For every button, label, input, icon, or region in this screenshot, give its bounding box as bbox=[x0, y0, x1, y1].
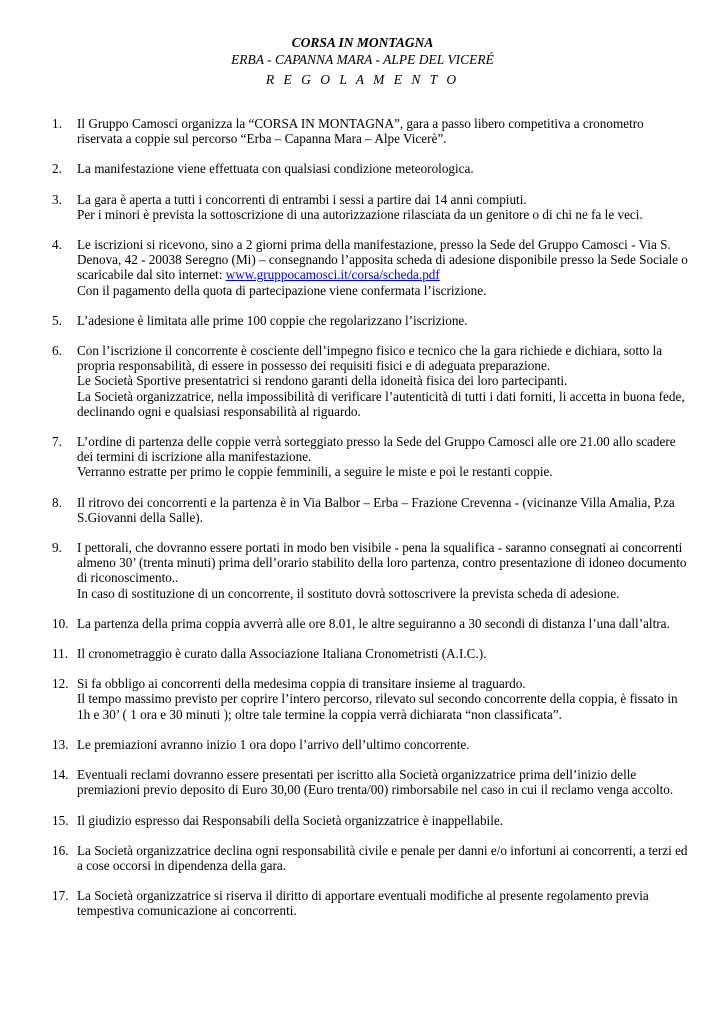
rule-item bbox=[52, 767, 692, 797]
rule-item bbox=[52, 813, 692, 828]
rule-item bbox=[52, 116, 692, 146]
rule-number: 6. bbox=[52, 343, 62, 359]
rule-text: Eventuali reclami dovranno essere presentati per iscritto alla Società organizzatrice prima dell’inizio delle premiazioni previo deposito di Euro 30,00 (Euro trenta/00) rimborsabile nel caso in cui il reclamo venga accolto. bbox=[77, 767, 674, 798]
rule-text-continued: Verranno estratte per primo le coppie femminili, a seguire le miste e poi le restanti coppie. bbox=[77, 464, 553, 480]
rule-item bbox=[52, 616, 692, 631]
rule-text: Il ritrovo dei concorrenti e la partenza è in Via Balbor – Erba – Frazione Crevenna - (vicinanze Villa Amalia, P.za S.Giovanni della Salle). bbox=[77, 494, 675, 525]
rule-text: L’ordine di partenza delle coppie verrà sorteggiato presso la Sede del Gruppo Camosci alle ore 21.00 allo scadere dei termini di iscrizione alla manifestazione. bbox=[77, 434, 676, 465]
rule-item bbox=[52, 161, 692, 176]
rule-text: Le premiazioni avranno inizio 1 ora dopo l’arrivo dell’ultimo concorrente. bbox=[77, 736, 470, 752]
rule-number: 15. bbox=[52, 812, 69, 828]
rules-list bbox=[52, 116, 692, 934]
rule-item bbox=[52, 737, 692, 752]
rule-text-continued: Con il pagamento della quota di partecipazione viene confermata l’iscrizione. bbox=[77, 282, 487, 298]
rule-number: 14. bbox=[52, 767, 69, 783]
rule-item bbox=[52, 888, 692, 918]
rule-number: 5. bbox=[52, 312, 62, 328]
rule-text: La manifestazione viene effettuata con qualsiasi condizione meteorologica. bbox=[77, 161, 474, 177]
route-subtitle: ERBA - CAPANNA MARA - ALPE DEL VICERÉ bbox=[231, 52, 494, 67]
rule-number: 3. bbox=[52, 191, 62, 207]
rule-number: 2. bbox=[52, 161, 62, 177]
rule-text: Si fa obbligo ai concorrenti della medesima coppia di transitare insieme al traguardo. bbox=[77, 676, 526, 692]
rule-text: La Società organizzatrice si riserva il diritto di apportare eventuali modifiche al presente regolamento previa tempestiva comunicazione ai concorrenti. bbox=[77, 888, 649, 919]
rule-item bbox=[52, 192, 692, 222]
rule-text-continued: Il tempo massimo previsto per coprire l’intero percorso, rilevato sul secondo concorrente della coppia, è fissato in 1h e 30’ ( 1 ora e 30 minuti ); oltre tale termine la coppia verrà dichiarata “non classificata”. bbox=[77, 691, 678, 722]
rule-item bbox=[52, 540, 692, 601]
rule-text-continued: Per i minori è prevista la sottoscrizione di una autorizzazione rilasciata da un genitore o di chi ne fa le veci. bbox=[77, 206, 643, 222]
rule-number: 17. bbox=[52, 888, 69, 904]
rule-number: 1. bbox=[52, 116, 62, 131]
rule-text: La gara è aperta a tutti i concorrenti di entrambi i sessi a partire dai 14 anni compiuti. bbox=[77, 191, 527, 207]
rule-text-continued: Le Società Sportive presentatrici si rendono garanti della idoneità fisica dei loro partecipanti. bbox=[77, 373, 568, 389]
rule-item bbox=[52, 676, 692, 722]
rule-item bbox=[52, 434, 692, 480]
rule-text: Il Gruppo Camosci organizza la “CORSA IN MONTAGNA”, gara a passo libero competitiva a cronometro riservata a coppie sul percorso “Erba – Capanna Mara – Alpe Vicerè”. bbox=[77, 116, 644, 147]
rule-number: 9. bbox=[52, 540, 62, 556]
rule-text: La Società organizzatrice declina ogni responsabilità civile e penale per danni e/o infortuni ai concorrenti, a terzi ed a cose occorsi in dipendenza della gara. bbox=[77, 842, 688, 873]
rule-item bbox=[52, 237, 692, 298]
rule-number: 16. bbox=[52, 842, 69, 858]
rule-text: I pettorali, che dovranno essere portati in modo ben visibile - pena la squalifica - saranno consegnati ai concorrenti almeno 30’ (trenta minuti) prima dell’orario stabilito della loro partenza, contro presentazione di idoneo documento di riconoscimento.. bbox=[77, 540, 687, 586]
rule-item bbox=[52, 313, 692, 328]
rule-text: Con l’iscrizione il concorrente è cosciente dell’impegno fisico e tecnico che la gara richiede e dichiara, sotto la propria responsabilità, di essere in possesso dei requisiti fisici e di adeguata preparazione. bbox=[77, 343, 663, 374]
rule-text: Il cronometraggio è curato dalla Associazione Italiana Cronometristi (A.I.C.). bbox=[77, 646, 487, 662]
rule-text: L’adesione è limitata alle prime 100 coppie che regolarizzano l’iscrizione. bbox=[77, 312, 468, 328]
document-title: CORSA IN MONTAGNA bbox=[291, 35, 434, 50]
rule-text: Le iscrizioni si ricevono, sino a 2 giorni prima della manifestazione, presso la Sede del Gruppo Camosci - Via S. Denova, 42 - 20038 Seregno (Mi) – consegnando l’apposita scheda di adesione disponibile presso la Sede Sociale o scaricabile dal sito internet: bbox=[77, 237, 688, 283]
rule-number: 4. bbox=[52, 237, 62, 253]
rule-number: 10. bbox=[52, 615, 69, 631]
rule-text: Il giudizio espresso dai Responsabili della Società organizzatrice è inappellabile. bbox=[77, 812, 504, 828]
rule-item bbox=[52, 646, 692, 661]
rule-number: 7. bbox=[52, 434, 62, 450]
rule-item bbox=[52, 495, 692, 525]
rule-number: 12. bbox=[52, 676, 69, 692]
rule-text-continued: In caso di sostituzione di un concorrente, il sostituto dovrà sottoscrivere la prevista scheda di adesione. bbox=[77, 585, 620, 601]
registration-form-link[interactable]: www.gruppocamosci.it/corsa/scheda.pdf bbox=[225, 267, 440, 283]
rule-number: 11. bbox=[52, 646, 68, 662]
rule-item bbox=[52, 343, 692, 419]
regulation-heading: R E G O L A M E N T O bbox=[265, 72, 460, 87]
rule-number: 13. bbox=[52, 736, 69, 752]
rule-text: La partenza della prima coppia avverrà alle ore 8.01, le altre seguiranno a 30 secondi di distanza l’una dall’altra. bbox=[77, 615, 670, 631]
rule-item bbox=[52, 843, 692, 873]
rule-number: 8. bbox=[52, 494, 62, 510]
rule-text-continued: La Società organizzatrice, nella impossibilità di verificare l’autenticità di tutti i dati forniti, li accetta in buona fede, declinando ogni e qualsiasi responsabilità al riguardo. bbox=[77, 388, 685, 419]
